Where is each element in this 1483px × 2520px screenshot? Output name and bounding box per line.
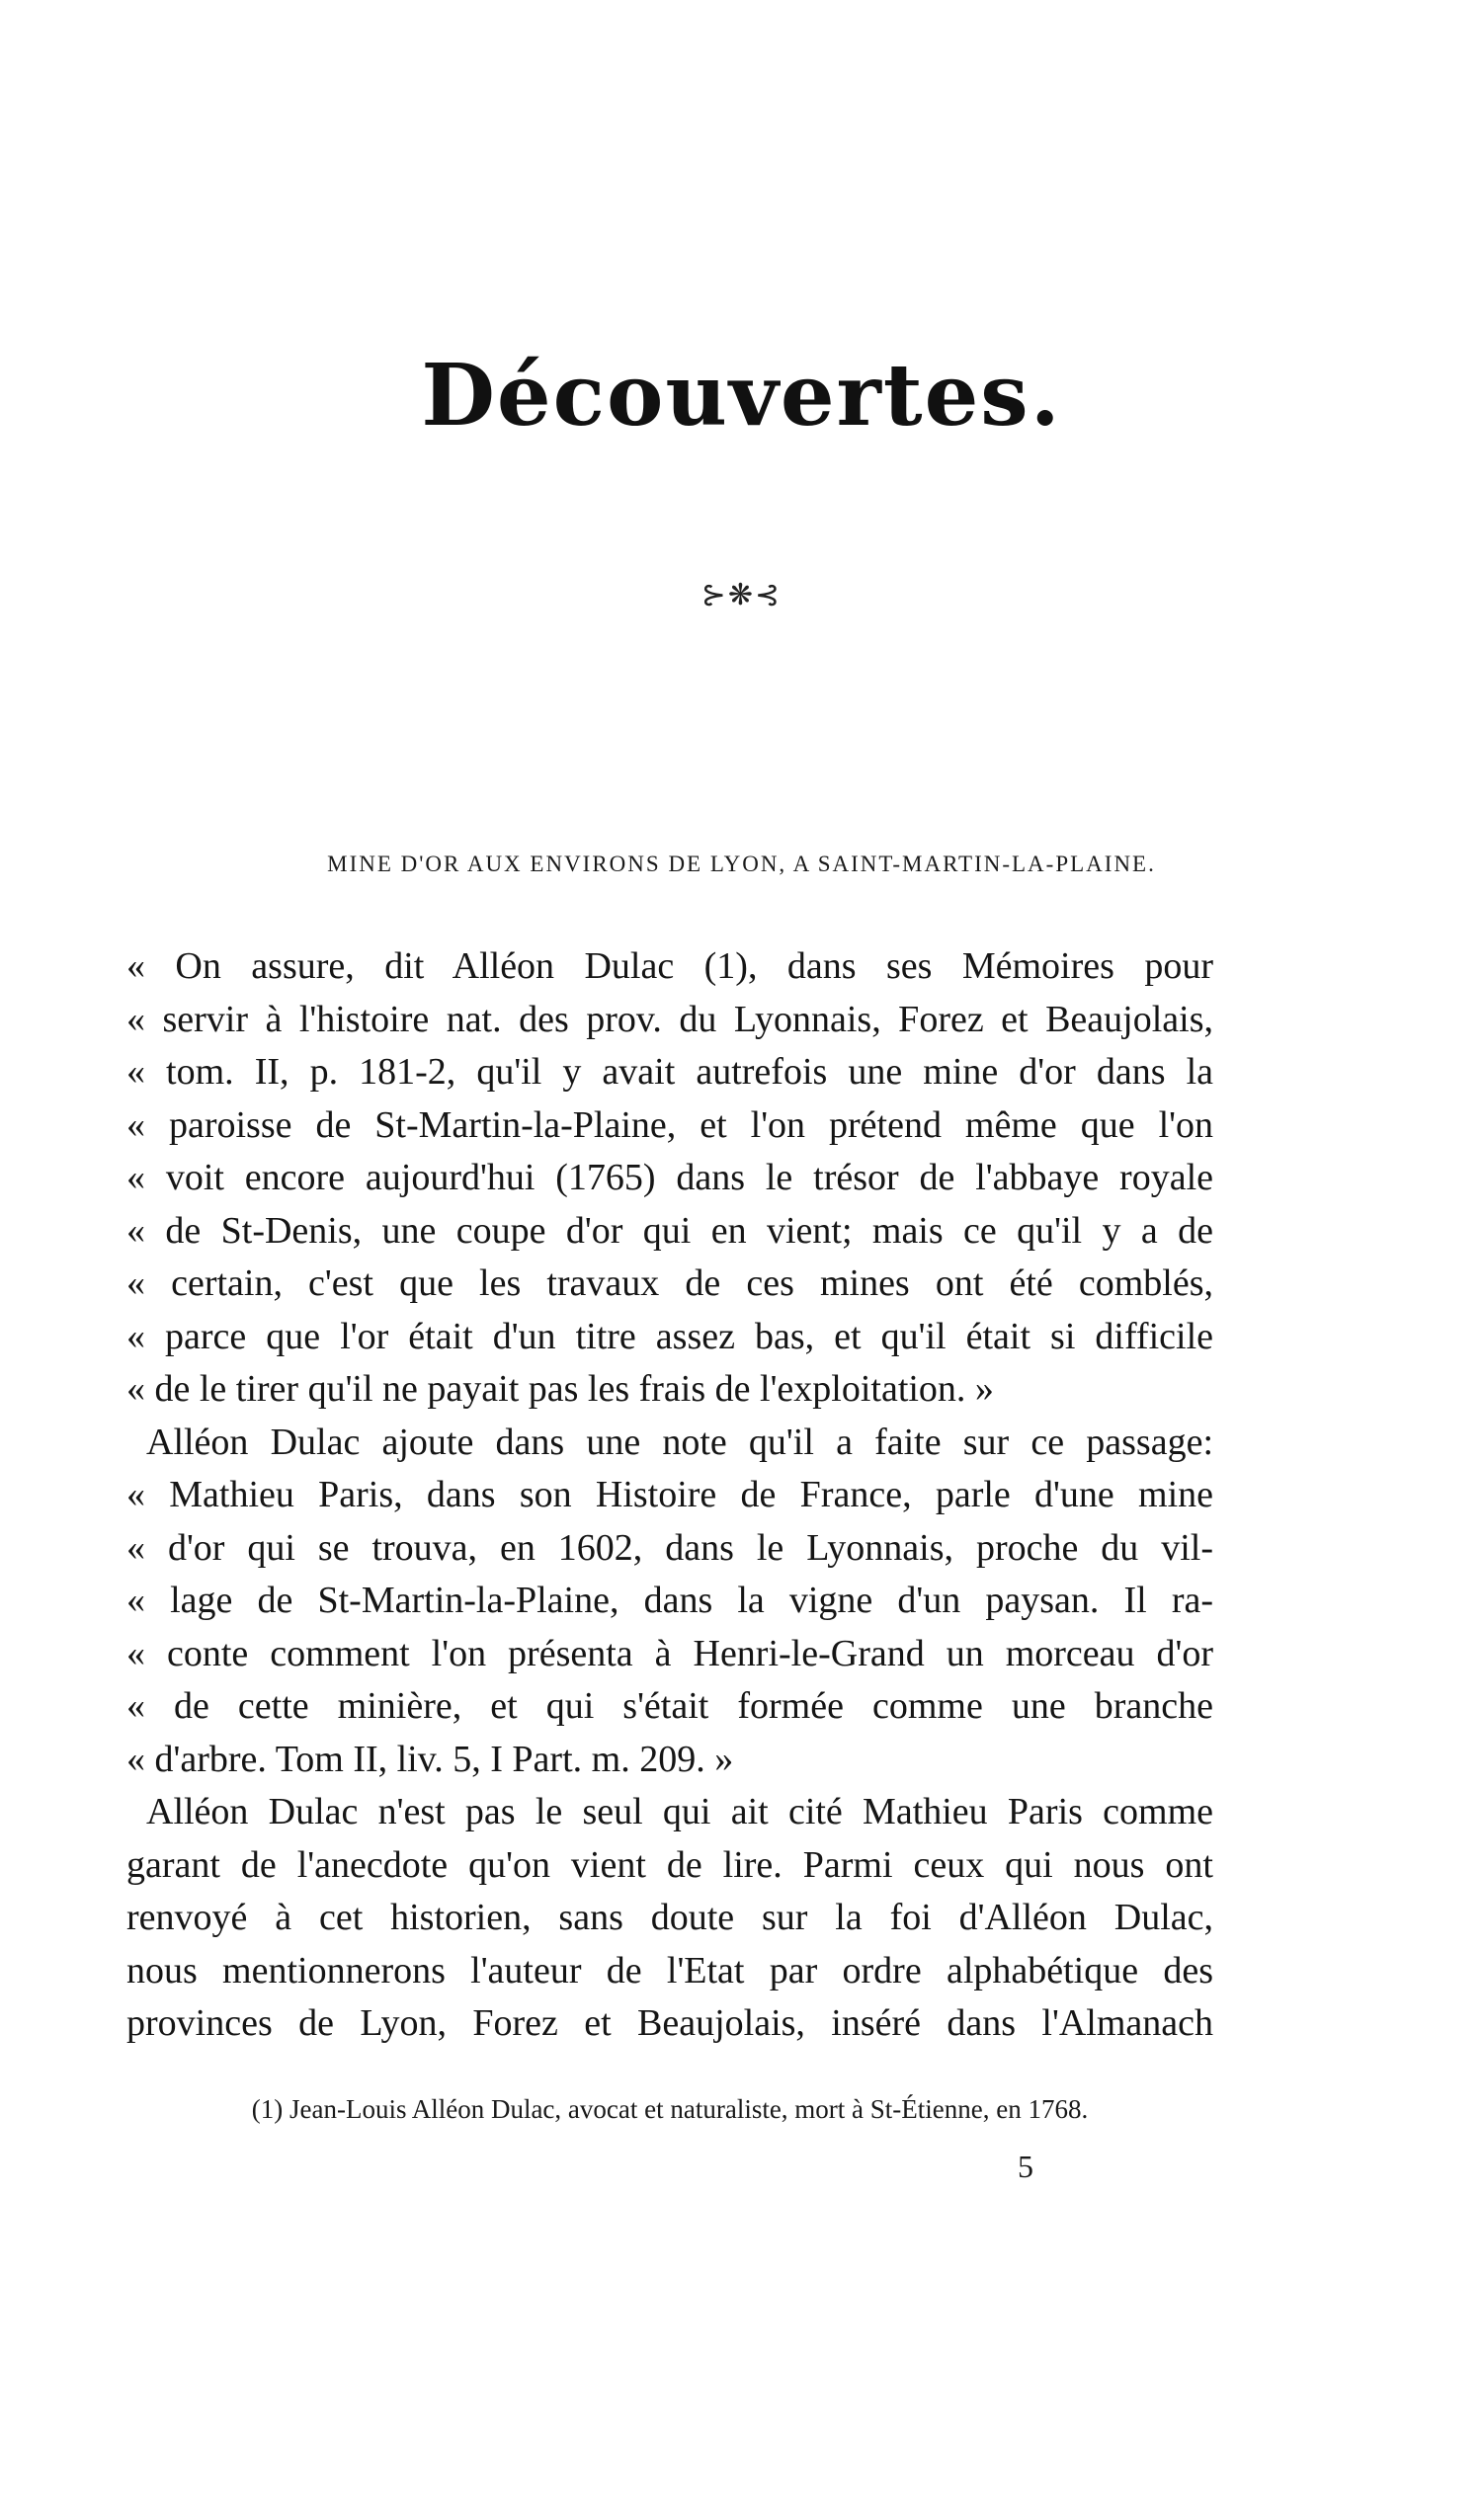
text-line: Alléon Dulac n'est pas le seul qui ait cité Mathieu Paris comme	[146, 1791, 1213, 1832]
text-line: « conte comment l'on présenta à Henri-le-Grand un morceau d'or	[126, 1632, 1213, 1674]
section-heading: MINE D'OR AUX ENVIRONS DE LYON, A SAINT-MARTIN-LA-PLAINE.	[327, 852, 1156, 876]
body-text	[126, 940, 1213, 2051]
text-line: « parce que l'or était d'un titre assez bas, et qu'il était si difficile	[126, 1315, 1213, 1357]
page-title: Découvertes.	[421, 346, 1062, 446]
ornament-icon: ⊱❋⊰	[700, 579, 783, 611]
text-line: « de St-Denis, une coupe d'or qui en vient; mais ce qu'il y a de	[126, 1209, 1213, 1252]
text-line: « servir à l'histoire nat. des prov. du Lyonnais, Forez et Beaujolais,	[126, 998, 1213, 1040]
footnote: (1) Jean-Louis Alléon Dulac, avocat et naturaliste, mort à St-Étienne, en 1768.	[251, 2094, 1089, 2124]
text-line: « Mathieu Paris, dans son Histoire de France, parle d'une mine	[126, 1474, 1213, 1515]
text-line: « certain, c'est que les travaux de ces mines ont été comblés,	[126, 1262, 1213, 1304]
text-line: renvoyé à cet historien, sans doute sur la foi d'Alléon Dulac,	[126, 1897, 1213, 1938]
page-number: 5	[1018, 2149, 1033, 2184]
text-line: « de le tirer qu'il ne payait pas les frais de l'exploitation. »	[126, 1368, 994, 1410]
text-line: « voit encore aujourd'hui (1765) dans le trésor de l'abbaye royale	[126, 1157, 1213, 1198]
text-line: « tom. II, p. 181-2, qu'il y avait autrefois une mine d'or dans la	[126, 1051, 1213, 1093]
text-line: « d'arbre. Tom II, liv. 5, I Part. m. 209. »	[126, 1738, 734, 1780]
text-line: Alléon Dulac ajoute dans une note qu'il a faite sur ce passage:	[146, 1421, 1213, 1463]
text-line: garant de l'anecdote qu'on vient de lire. Parmi ceux qui nous ont	[126, 1843, 1213, 1886]
text-line: « lage de St-Martin-la-Plaine, dans la vigne d'un paysan. Il ra-	[126, 1580, 1213, 1621]
text-line: nous mentionnerons l'auteur de l'Etat par ordre alphabétique des	[126, 1949, 1213, 1992]
text-line: « On assure, dit Alléon Dulac (1), dans ses Mémoires pour	[126, 945, 1213, 987]
text-line: provinces de Lyon, Forez et Beaujolais, inséré dans l'Almanach	[126, 2002, 1213, 2044]
text-line: « paroisse de St-Martin-la-Plaine, et l'on prétend même que l'on	[126, 1103, 1213, 1146]
text-line: « de cette minière, et qui s'était formée comme une branche	[126, 1685, 1213, 1727]
text-line: « d'or qui se trouva, en 1602, dans le Lyonnais, proche du vil-	[126, 1526, 1213, 1569]
